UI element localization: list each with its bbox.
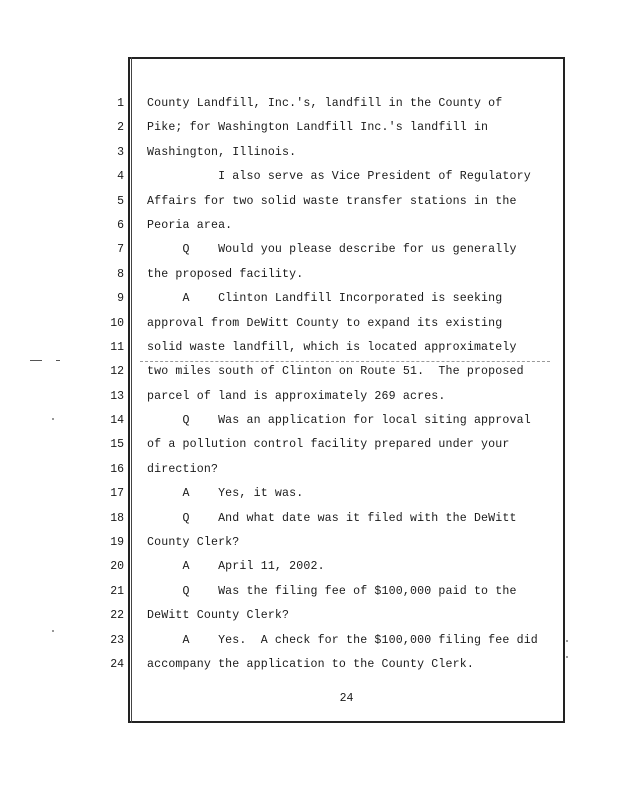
line-number: 7 xyxy=(117,243,124,257)
transcript-line: Peoria area. xyxy=(147,218,233,232)
transcript-line: A Yes, it was. xyxy=(147,487,304,501)
transcript-line: County Clerk? xyxy=(147,536,240,550)
line-number: 10 xyxy=(110,316,124,330)
transcript-line: approval from DeWitt County to expand its existing xyxy=(147,316,503,330)
transcript-line: solid waste landfill, which is located approximately xyxy=(147,340,517,354)
line-number: 6 xyxy=(117,218,124,232)
line-number: 2 xyxy=(117,121,124,135)
transcript-line: Q And what date was it filed with the DeWitt xyxy=(147,511,517,525)
transcript-line: of a pollution control facility prepared under your xyxy=(147,438,510,452)
transcript-line: Affairs for two solid waste transfer stations in the xyxy=(147,194,517,208)
left-margin-rule xyxy=(131,57,132,723)
line-number: 20 xyxy=(110,560,124,574)
line-number-column xyxy=(96,92,124,677)
scan-artifact-dot xyxy=(566,656,568,658)
transcript-line: Q Would you please describe for us generally xyxy=(147,243,517,257)
transcript-line: County Landfill, Inc.'s, landfill in the County of xyxy=(147,97,503,110)
transcript-line: I also serve as Vice President of Regulatory xyxy=(147,170,531,184)
line-number: 1 xyxy=(117,97,124,110)
transcript-line: DeWitt County Clerk? xyxy=(147,609,290,623)
page-number: 24 xyxy=(339,692,354,705)
transcript-line: the proposed facility. xyxy=(147,267,304,281)
line-number: 4 xyxy=(117,170,124,184)
line-number: 13 xyxy=(110,389,124,403)
line-number: 22 xyxy=(110,609,124,623)
line-number: 5 xyxy=(117,194,124,208)
line-number: 12 xyxy=(110,365,124,379)
line-number: 21 xyxy=(110,584,124,598)
scan-artifact-dot xyxy=(566,640,568,642)
transcript-line: A Clinton Landfill Incorporated is seeking xyxy=(147,292,503,306)
transcript-line: two miles south of Clinton on Route 51. The proposed xyxy=(147,365,524,379)
transcript-line: direction? xyxy=(147,462,219,476)
line-number: 15 xyxy=(110,438,124,452)
line-number: 8 xyxy=(117,267,124,281)
line-number: 19 xyxy=(110,536,124,550)
transcript-text xyxy=(147,92,555,677)
transcript-line: Washington, Illinois. xyxy=(147,145,297,159)
line-number: 3 xyxy=(117,145,124,159)
line-number: 24 xyxy=(110,657,124,671)
transcript-line: Q Was the filing fee of $100,000 paid to the xyxy=(147,584,517,598)
scan-artifact-dot xyxy=(52,418,54,420)
line-number: 18 xyxy=(110,511,124,525)
transcript-line: A April 11, 2002. xyxy=(147,560,325,574)
line-number: 14 xyxy=(110,414,124,428)
scan-artifact-dot xyxy=(52,630,54,632)
transcript-line: Q Was an application for local siting approval xyxy=(147,414,531,428)
line-number: 9 xyxy=(117,292,124,306)
line-number: 17 xyxy=(110,487,124,501)
transcript-line: accompany the application to the County Clerk. xyxy=(147,657,474,671)
transcript-line: A Yes. A check for the $100,000 filing fee did xyxy=(147,633,538,647)
line-number: 23 xyxy=(110,633,124,647)
line-number: 11 xyxy=(110,340,124,354)
line-number: 16 xyxy=(110,462,124,476)
scan-artifact-mark xyxy=(30,360,42,361)
transcript-line: parcel of land is approximately 269 acres. xyxy=(147,389,446,403)
scan-artifact-mark xyxy=(56,360,60,361)
transcript-line: Pike; for Washington Landfill Inc.'s landfill in xyxy=(147,121,489,135)
